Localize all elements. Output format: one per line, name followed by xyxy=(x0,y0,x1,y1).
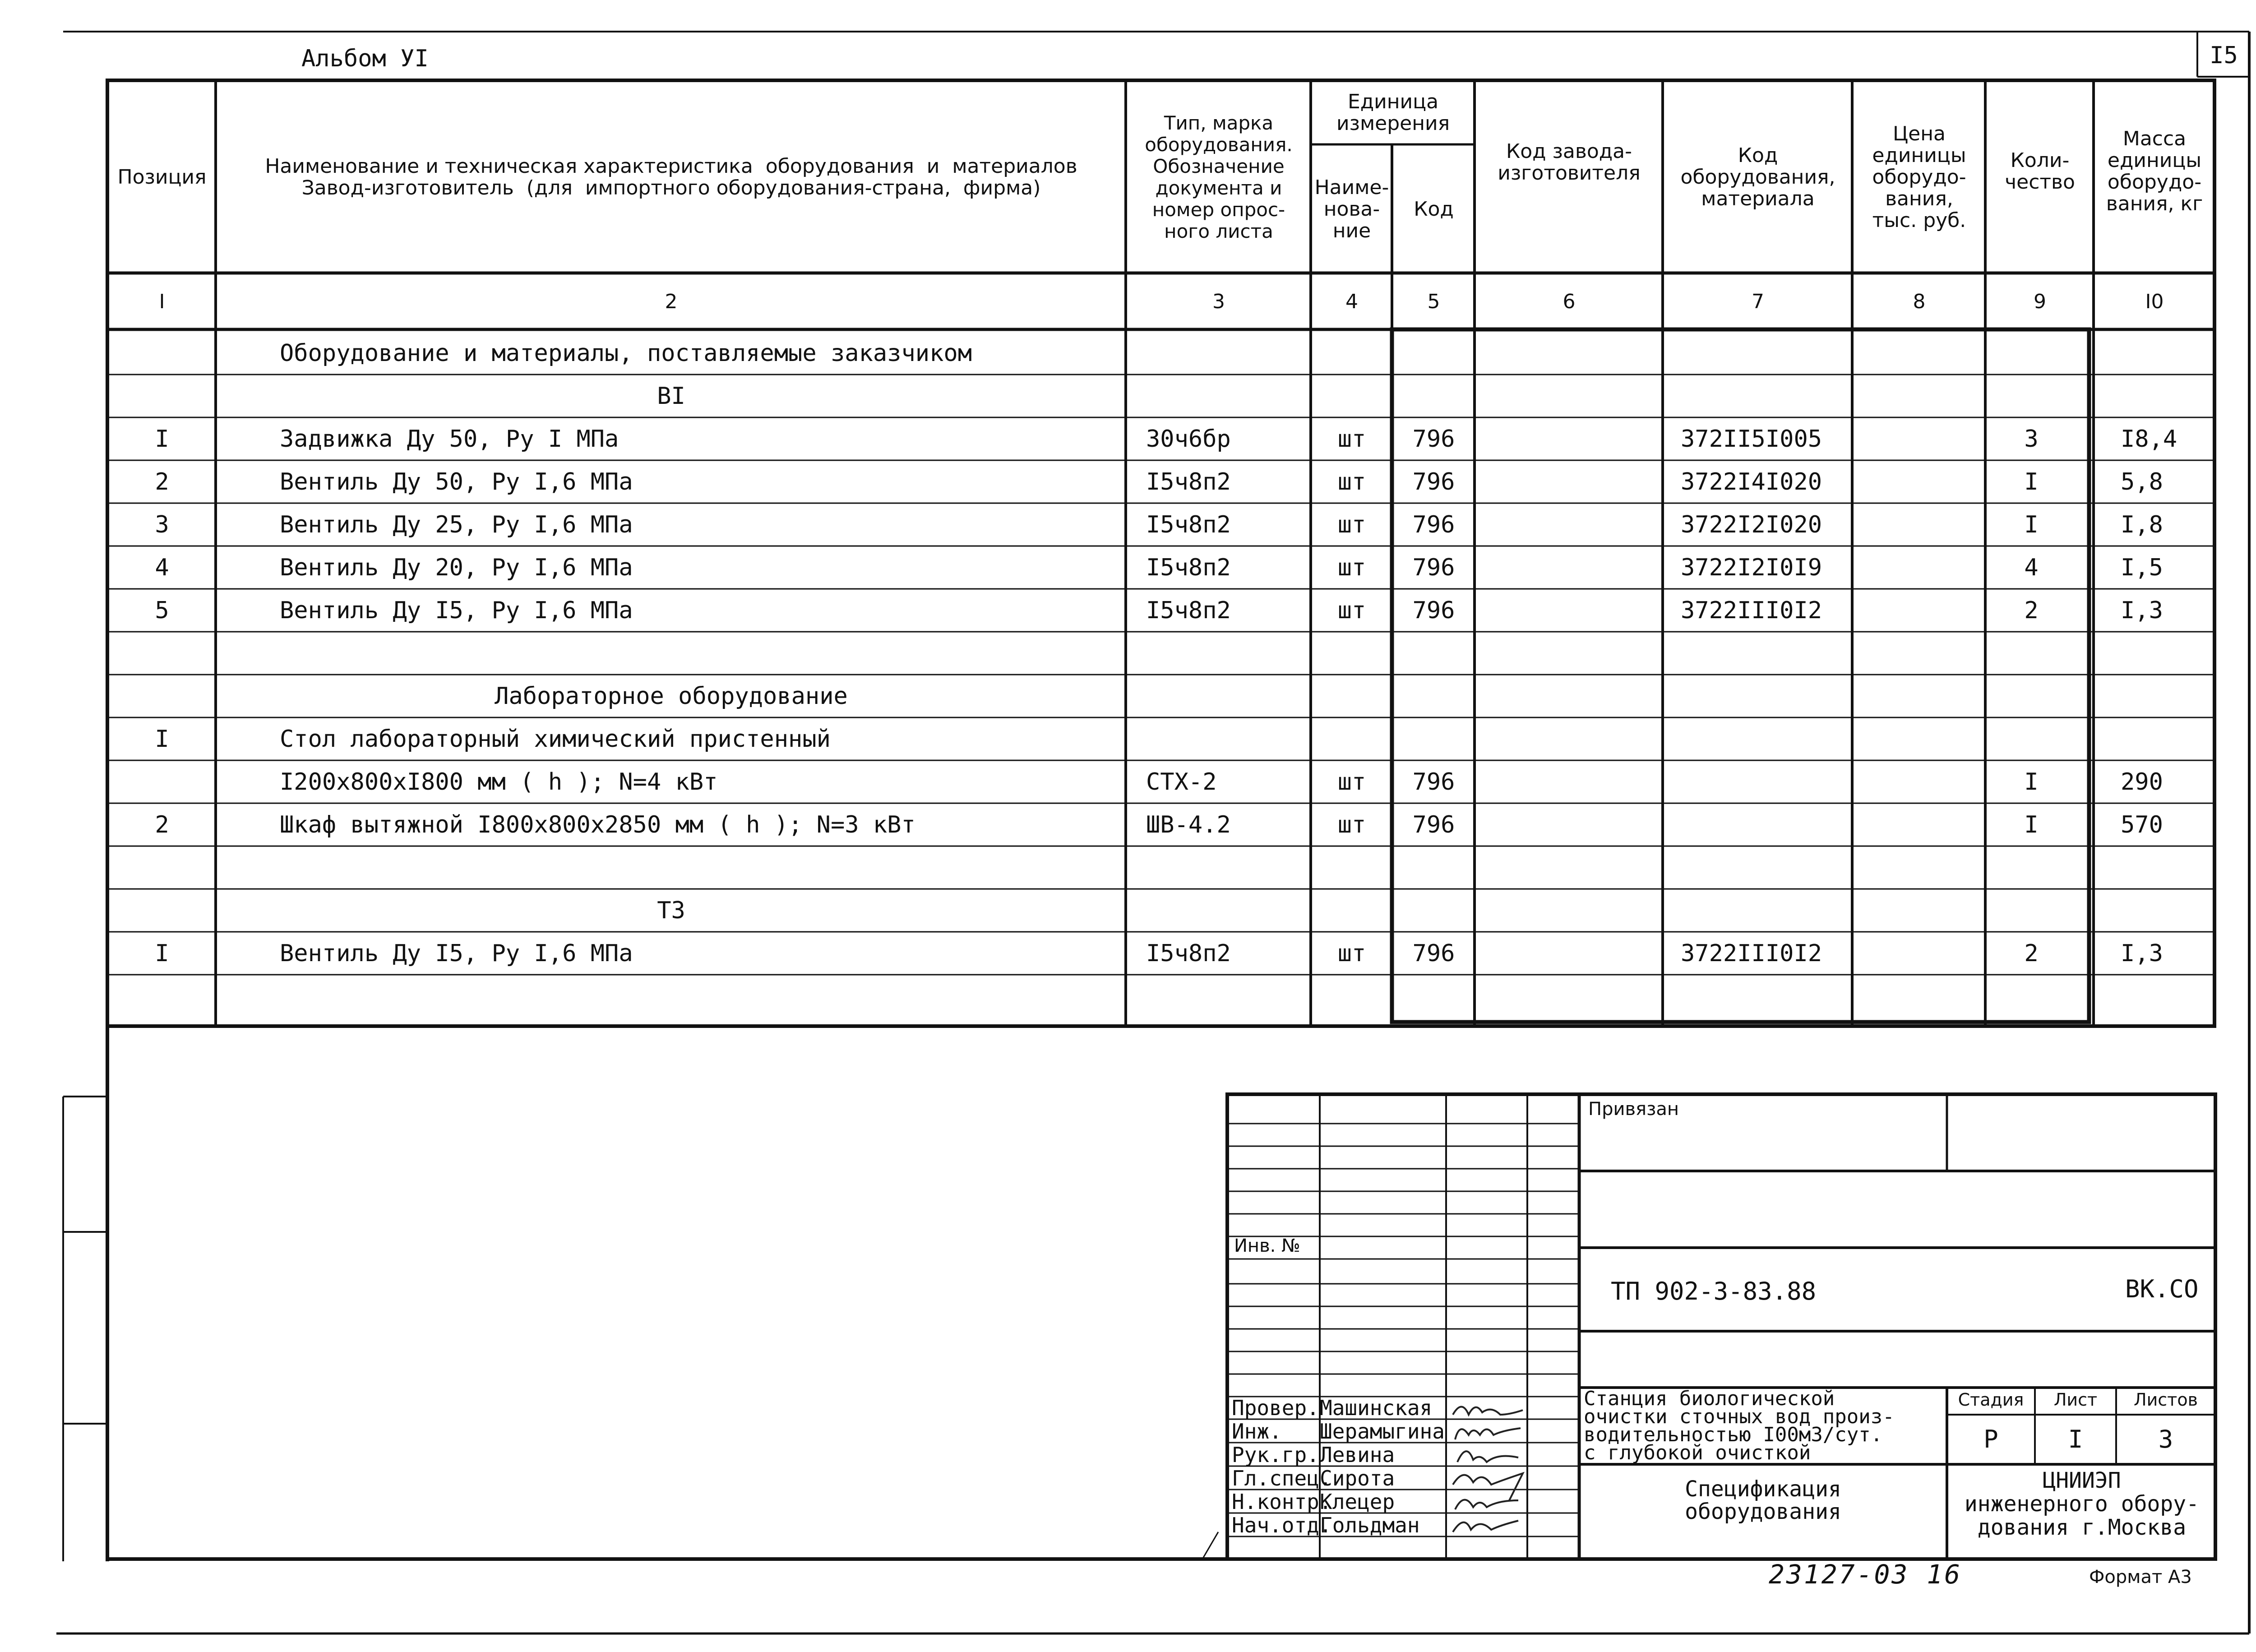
cell-name: Вентиль Ду I5, Ру I,6 МПа xyxy=(280,939,633,967)
cell-name xyxy=(280,632,1123,675)
cell-type: I5ч8п2 xyxy=(1146,554,1231,581)
cell-unit-code xyxy=(1393,375,1475,417)
cell-unit-code xyxy=(1393,717,1475,760)
cell-unit: шт xyxy=(1337,768,1366,796)
cell-factory-code xyxy=(1475,846,1663,889)
sheet-label: Лист xyxy=(2053,1390,2098,1410)
cell-unit: шт xyxy=(1337,425,1366,453)
column-number: 7 xyxy=(1752,290,1764,313)
cell-name xyxy=(280,846,1123,889)
header-quantity: Коли- чество xyxy=(2005,149,2075,194)
cell-unit: шт xyxy=(1337,468,1366,495)
cell-qty xyxy=(1986,846,2076,889)
stamp-inv-no: Инв. № xyxy=(1234,1236,1300,1256)
sheet-value: I xyxy=(2068,1425,2083,1453)
stamp-person-name: Машинская xyxy=(1320,1396,1433,1420)
cell-mass xyxy=(2121,632,2211,675)
cell-factory-code xyxy=(1475,717,1663,760)
header-unit-name: Наиме- нова- ние xyxy=(1314,176,1389,242)
cell-type xyxy=(1146,675,1308,717)
cell-qty xyxy=(1986,675,2076,717)
cell-price xyxy=(1853,717,1985,760)
cell-type: I5ч8п2 xyxy=(1146,511,1231,538)
cell-code: 3722III0I2 xyxy=(1681,597,1822,624)
cell-pos: 4 xyxy=(155,554,169,581)
cell-unit-code: 796 xyxy=(1412,425,1455,453)
cell-pos: 2 xyxy=(155,811,169,838)
album-label: Альбом УI xyxy=(301,45,429,72)
cell-code: 3722I4I020 xyxy=(1681,468,1822,495)
cell-unit-code: 796 xyxy=(1412,768,1455,796)
org-name: ЦНИИЭП инженерного обору- дования г.Москва xyxy=(1964,1468,2200,1540)
cell-mass xyxy=(2121,846,2211,889)
cell-code xyxy=(1681,675,1852,717)
cell-price xyxy=(1853,675,1985,717)
cell-mass: 570 xyxy=(2121,811,2163,838)
cell-name: Т3 xyxy=(657,897,685,924)
cell-code: 3722III0I2 xyxy=(1681,939,1822,967)
cell-mass xyxy=(2121,975,2211,1018)
cell-qty: 4 xyxy=(2024,554,2039,581)
cell-pos: 5 xyxy=(155,597,169,624)
cell-mass xyxy=(2121,332,2211,375)
cell-pos xyxy=(108,375,216,417)
cell-factory-code xyxy=(1475,632,1663,675)
cell-unit: шт xyxy=(1337,554,1366,581)
cell-unit-code xyxy=(1393,632,1475,675)
cell-unit-code: 796 xyxy=(1412,939,1455,967)
cell-mass: 5,8 xyxy=(2121,468,2163,495)
cell-name: Вентиль Ду I5, Ру I,6 МПа xyxy=(280,597,633,624)
cell-mass: I,3 xyxy=(2121,597,2163,624)
sheet-number: I5 xyxy=(2210,42,2238,69)
cell-qty: I xyxy=(2024,811,2039,838)
cell-price xyxy=(1853,546,1985,589)
cell-price xyxy=(1853,846,1985,889)
cell-mass: I,5 xyxy=(2121,554,2163,581)
cell-unit xyxy=(1312,375,1392,417)
cell-code: 3722I2I0I9 xyxy=(1681,554,1822,581)
cell-type xyxy=(1146,332,1308,375)
doc-code: ТП 902-3-83.88 xyxy=(1611,1277,1817,1305)
cell-pos xyxy=(108,332,216,375)
cell-mass xyxy=(2121,375,2211,417)
stamp-person-name: Левина xyxy=(1320,1443,1395,1467)
cell-code xyxy=(1681,632,1852,675)
cell-price xyxy=(1853,375,1985,417)
stamp-person-name: Клецер xyxy=(1320,1490,1395,1514)
cell-price xyxy=(1853,803,1985,846)
cell-qty: 3 xyxy=(2024,425,2039,453)
cell-unit-code xyxy=(1393,975,1475,1018)
cell-unit-code xyxy=(1393,332,1475,375)
cell-price xyxy=(1853,417,1985,460)
cell-mass: I,3 xyxy=(2121,939,2163,967)
cell-unit: шт xyxy=(1337,597,1366,624)
cell-unit xyxy=(1312,889,1392,932)
cell-unit xyxy=(1312,675,1392,717)
cell-type: 30ч6бр xyxy=(1146,425,1231,453)
sheets-value: 3 xyxy=(2158,1425,2173,1453)
header-unit-code: Код xyxy=(1414,197,1454,221)
cell-unit xyxy=(1312,717,1392,760)
stamp-person-name: Гольдман xyxy=(1320,1513,1420,1537)
cell-factory-code xyxy=(1475,803,1663,846)
footer-code: 23127-03 16 xyxy=(1769,1559,1962,1590)
stamp-privyazan: Привязан xyxy=(1588,1099,1679,1120)
cell-price xyxy=(1853,332,1985,375)
cell-price xyxy=(1853,932,1985,975)
cell-qty: I xyxy=(2024,511,2039,538)
cell-mass xyxy=(2121,889,2211,932)
cell-code xyxy=(1681,760,1852,803)
column-number: 5 xyxy=(1427,290,1440,313)
cell-name: Вентиль Ду 20, Ру I,6 МПа xyxy=(280,554,633,581)
cell-pos xyxy=(108,760,216,803)
cell-price xyxy=(1853,632,1985,675)
header-name: Наименование и техническая характеристика оборудования и материалов Завод-изготовитель (для импортного оборудования-страна, фирма) xyxy=(265,154,1077,199)
column-number: 2 xyxy=(665,290,678,313)
cell-price xyxy=(1853,589,1985,632)
cell-qty: I xyxy=(2024,768,2039,796)
cell-price xyxy=(1853,975,1985,1018)
cell-name xyxy=(280,975,1123,1018)
column-number: 8 xyxy=(1913,290,1926,313)
cell-qty: I xyxy=(2024,468,2039,495)
cell-factory-code xyxy=(1475,546,1663,589)
cell-factory-code xyxy=(1475,932,1663,975)
cell-type: СТХ-2 xyxy=(1146,768,1217,796)
header-mass: Масса единицы оборудо- вания, кг xyxy=(2106,127,2203,215)
cell-name: Лабораторное оборудование xyxy=(495,682,848,710)
stage-label: Стадия xyxy=(1958,1390,2024,1410)
cell-price xyxy=(1853,460,1985,503)
cell-name: Оборудование и материалы, поставляемые заказчиком xyxy=(280,339,972,367)
cell-pos xyxy=(108,675,216,717)
cell-qty xyxy=(1986,632,2076,675)
cell-unit: шт xyxy=(1337,811,1366,838)
stamp-person-name: Сирота xyxy=(1320,1466,1395,1490)
column-number: 6 xyxy=(1563,290,1576,313)
cell-code xyxy=(1681,846,1852,889)
cell-code xyxy=(1681,803,1852,846)
column-number: 4 xyxy=(1345,290,1358,313)
stamp-person-role: Провер. xyxy=(1232,1396,1319,1420)
stamp-person-role: Рук.гр. xyxy=(1232,1443,1319,1467)
format-label: Формат А3 xyxy=(2089,1567,2192,1587)
cell-unit xyxy=(1312,632,1392,675)
cell-mass: I,8 xyxy=(2121,511,2163,538)
header-equipment-code: Код оборудования, материала xyxy=(1680,143,1835,210)
sheet-title: Спецификация оборудования xyxy=(1685,1476,1841,1524)
header-position: Позиция xyxy=(117,165,207,189)
cell-code xyxy=(1681,975,1852,1018)
header-type: Тип, марка оборудования. Обозначение документа и номер опрос- ного листа xyxy=(1145,111,1293,242)
cell-unit xyxy=(1312,846,1392,889)
cell-qty xyxy=(1986,975,2076,1018)
cell-unit-code: 796 xyxy=(1412,811,1455,838)
column-number: I xyxy=(159,290,165,313)
cell-pos xyxy=(108,846,216,889)
cell-name: Вентиль Ду 25, Ру I,6 МПа xyxy=(280,511,633,538)
cell-pos: I xyxy=(155,425,169,453)
cell-code: 372II5I005 xyxy=(1681,425,1822,453)
cell-pos xyxy=(108,632,216,675)
cell-type xyxy=(1146,717,1308,760)
cell-factory-code xyxy=(1475,503,1663,546)
cell-qty xyxy=(1986,375,2076,417)
cell-qty: 2 xyxy=(2024,939,2039,967)
cell-pos: I xyxy=(155,725,169,753)
cell-unit: шт xyxy=(1337,939,1366,967)
cell-type: I5ч8п2 xyxy=(1146,597,1231,624)
cell-type xyxy=(1146,846,1308,889)
cell-mass: I8,4 xyxy=(2121,425,2177,453)
header-factory-code: Код завода- изготовителя xyxy=(1498,140,1641,185)
header-unit-group: Единица измерения xyxy=(1336,90,1450,135)
cell-code xyxy=(1681,889,1852,932)
cell-unit-code xyxy=(1393,675,1475,717)
cell-code xyxy=(1681,332,1852,375)
cell-code xyxy=(1681,375,1852,417)
cell-type: ШВ-4.2 xyxy=(1146,811,1231,838)
cell-name: Вентиль Ду 50, Ру I,6 МПа xyxy=(280,468,633,495)
cell-pos: 2 xyxy=(155,468,169,495)
cell-code: 3722I2I020 xyxy=(1681,511,1822,538)
cell-mass xyxy=(2121,675,2211,717)
cell-mass: 290 xyxy=(2121,768,2163,796)
cell-pos xyxy=(108,889,216,932)
stamp-person-name: Шерамыгина xyxy=(1320,1419,1445,1444)
stamp-person-role: Гл.спец. xyxy=(1232,1466,1332,1490)
cell-factory-code xyxy=(1475,417,1663,460)
cell-qty xyxy=(1986,332,2076,375)
cell-factory-code xyxy=(1475,332,1663,375)
cell-unit: шт xyxy=(1337,511,1366,538)
cell-name: Стол лабораторный химический пристенный xyxy=(280,725,831,753)
cell-pos xyxy=(108,975,216,1018)
cell-qty xyxy=(1986,889,2076,932)
column-number: 9 xyxy=(2034,290,2046,313)
cell-qty: 2 xyxy=(2024,597,2039,624)
doc-mark: ВК.СО xyxy=(2125,1275,2199,1303)
column-number: I0 xyxy=(2145,290,2164,313)
cell-factory-code xyxy=(1475,589,1663,632)
cell-type: I5ч8п2 xyxy=(1146,468,1231,495)
column-number: 3 xyxy=(1212,290,1225,313)
cell-name: Задвижка Ду 50, Ру I МПа xyxy=(280,425,619,453)
stamp-person-role: Нач.отд. xyxy=(1232,1513,1332,1537)
cell-type xyxy=(1146,889,1308,932)
object-title: Станция биологической очистки сточных вод произ- водительностью I00м3/сут. с глубокой очисткой xyxy=(1584,1387,1895,1464)
cell-code xyxy=(1681,717,1852,760)
signatures-image xyxy=(1448,1397,1530,1559)
cell-name: Шкаф вытяжной I800х800х2850 мм ( h ); N=3 кВт xyxy=(280,811,915,838)
cell-type xyxy=(1146,975,1308,1018)
cell-type xyxy=(1146,375,1308,417)
cell-pos: I xyxy=(155,939,169,967)
cell-unit-code: 796 xyxy=(1412,597,1455,624)
stamp-person-role: Н.контр. xyxy=(1232,1490,1332,1514)
cell-type xyxy=(1146,632,1308,675)
stamp-person-role: Инж. xyxy=(1232,1419,1282,1444)
cell-unit-code xyxy=(1393,889,1475,932)
cell-unit-code: 796 xyxy=(1412,511,1455,538)
cell-name: I200х800хI800 мм ( h ); N=4 кВт xyxy=(280,768,718,796)
cell-pos: 3 xyxy=(155,511,169,538)
sheets-label: Листов xyxy=(2134,1390,2198,1410)
cell-name: ВI xyxy=(657,382,685,410)
cell-qty xyxy=(1986,717,2076,760)
cell-type: I5ч8п2 xyxy=(1146,939,1231,967)
cell-factory-code xyxy=(1475,975,1663,1018)
cell-price xyxy=(1853,760,1985,803)
header-price: Цена единицы оборудо- вания, тыс. руб. xyxy=(1872,122,1966,232)
cell-factory-code xyxy=(1475,760,1663,803)
stage-value: Р xyxy=(1983,1425,1998,1453)
cell-unit xyxy=(1312,332,1392,375)
cell-factory-code xyxy=(1475,375,1663,417)
cell-unit-code xyxy=(1393,846,1475,889)
cell-mass xyxy=(2121,717,2211,760)
cell-factory-code xyxy=(1475,460,1663,503)
cell-factory-code xyxy=(1475,675,1663,717)
cell-factory-code xyxy=(1475,889,1663,932)
cell-unit xyxy=(1312,975,1392,1018)
cell-price xyxy=(1853,503,1985,546)
cell-price xyxy=(1853,889,1985,932)
cell-unit-code: 796 xyxy=(1412,468,1455,495)
cell-unit-code: 796 xyxy=(1412,554,1455,581)
